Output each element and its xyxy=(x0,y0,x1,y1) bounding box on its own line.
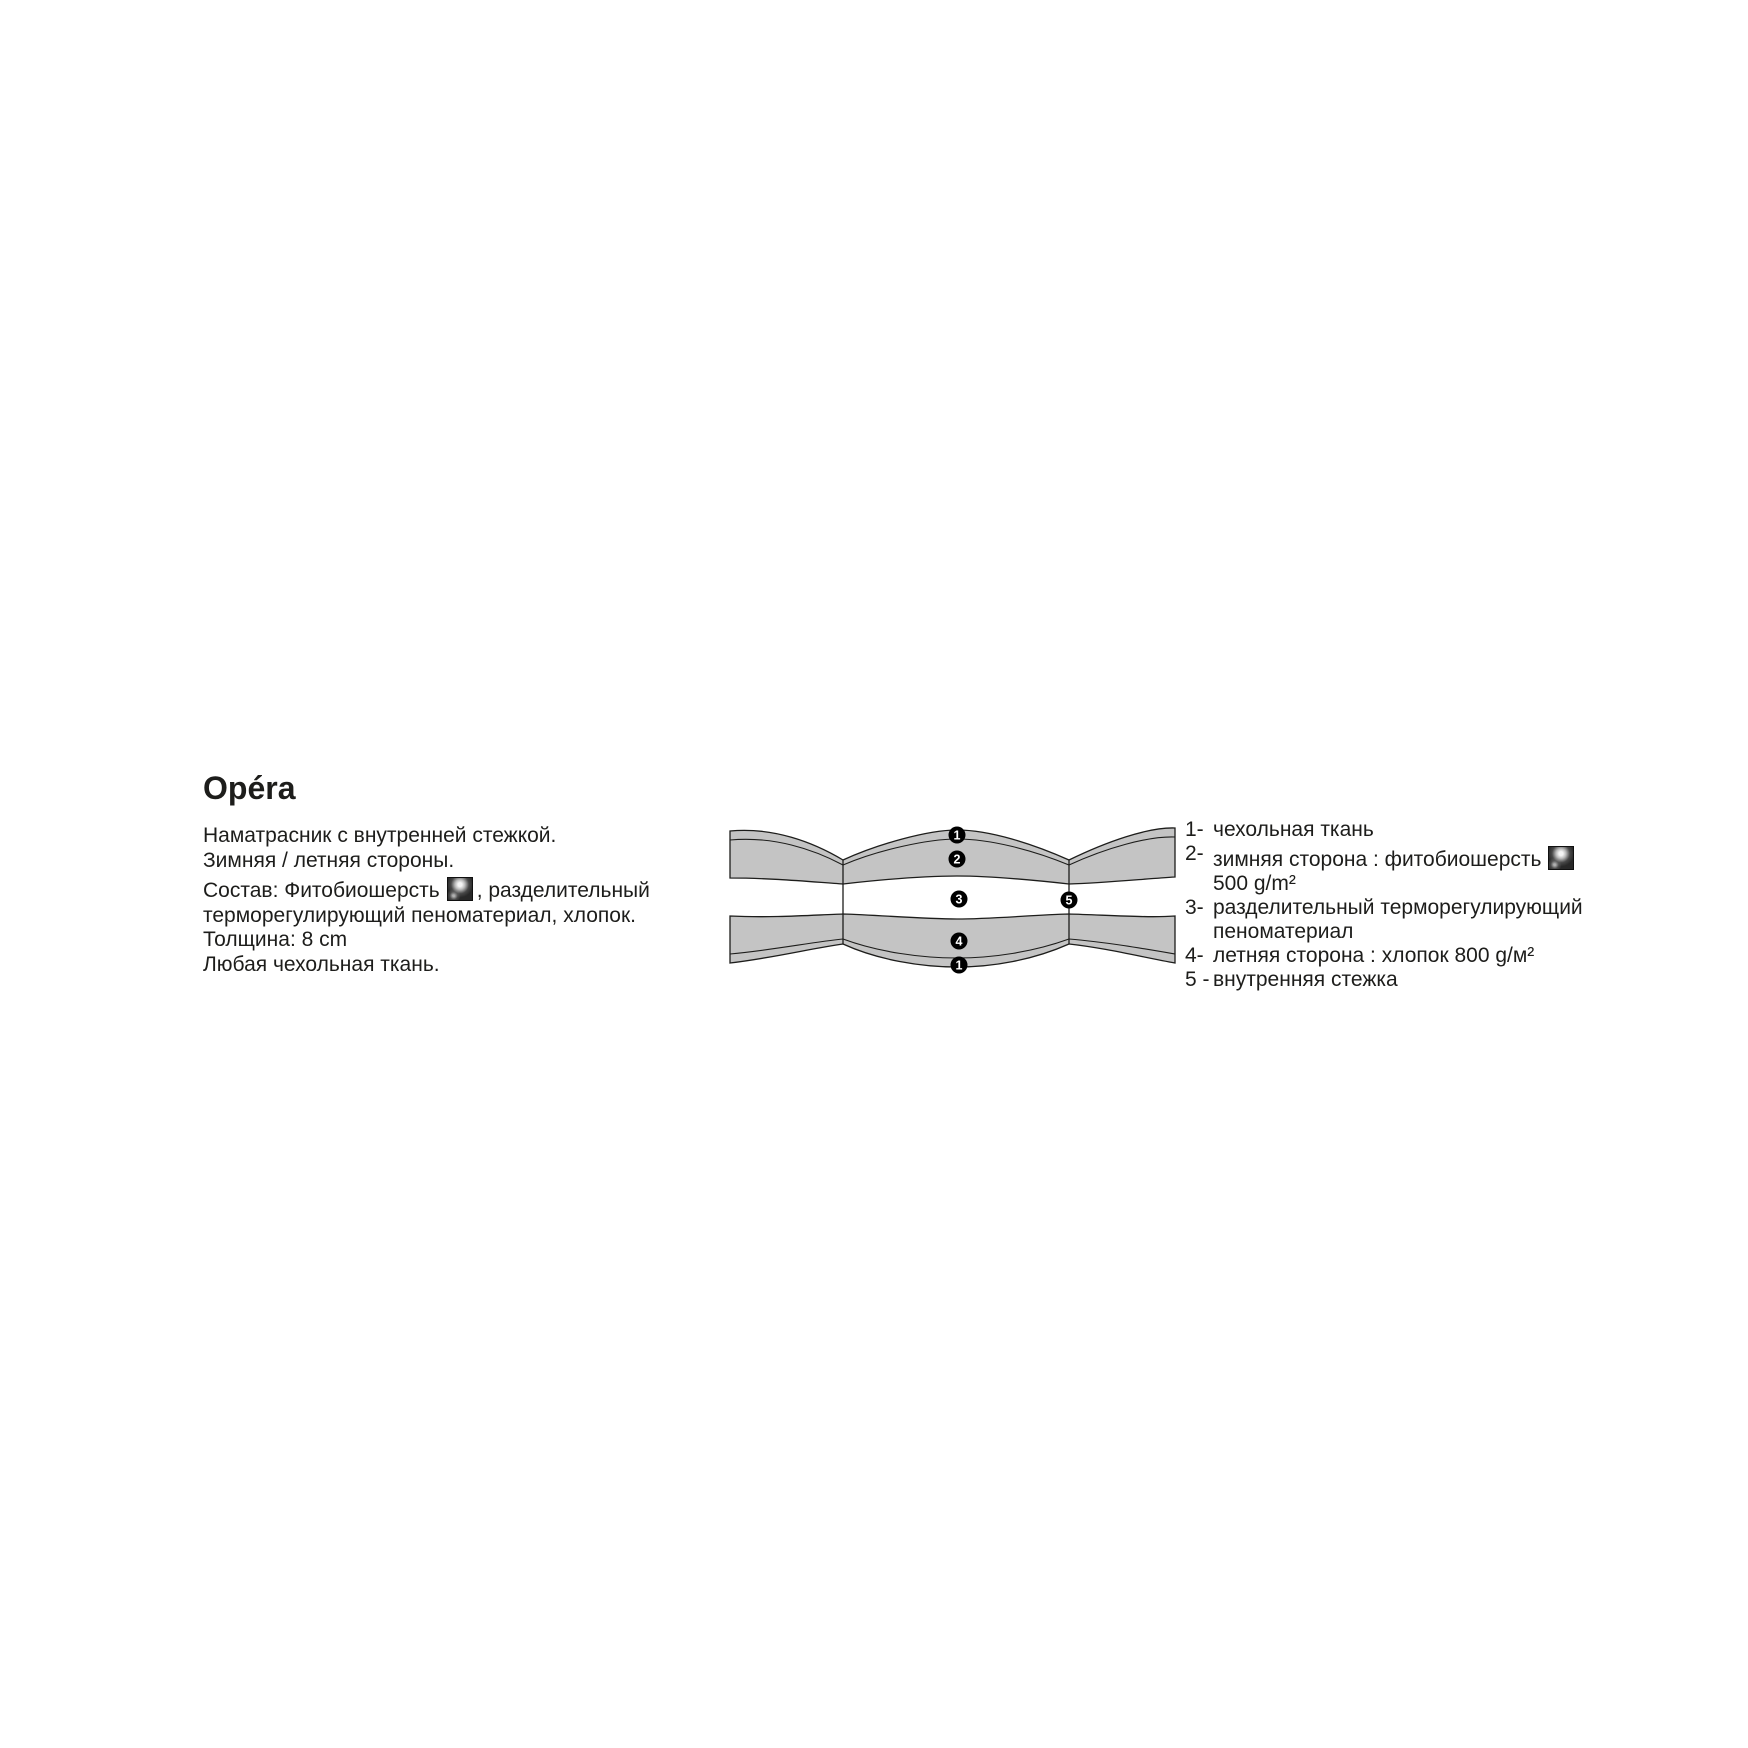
description-line: Толщина: 8 cm xyxy=(203,928,348,951)
legend-item-number: 2- xyxy=(1185,842,1204,865)
badge-top-cover xyxy=(949,827,966,844)
product-description xyxy=(203,824,673,977)
diagram-legend xyxy=(1185,818,1583,992)
description-line: Зимняя / летняя стороны. xyxy=(203,848,455,872)
legend-item-label-line2: пеноматериал xyxy=(1213,920,1354,943)
svg-text:4: 4 xyxy=(955,934,963,949)
legend-item-5 xyxy=(1185,968,1580,992)
legend-item-number: 4- xyxy=(1185,944,1204,967)
legend-item-number: 3- xyxy=(1185,896,1204,919)
badge-bottom-cover xyxy=(951,957,968,974)
legend-item-number: 1- xyxy=(1185,818,1204,841)
mattress-cross-section-diagram xyxy=(728,820,1180,978)
legend-item-number: 5 - xyxy=(1185,968,1210,991)
legend-item-1 xyxy=(1185,818,1580,842)
description-line: Наматрасник с внутренней стежкой. xyxy=(203,824,557,847)
legend-item-label: разделительный терморегулирующий xyxy=(1213,896,1583,919)
legend-item-label-line2: 500 g/m² xyxy=(1213,872,1296,895)
svg-text:5: 5 xyxy=(1065,893,1073,908)
badge-stitch xyxy=(1061,892,1078,909)
description-line-text: , разделительный xyxy=(476,879,650,902)
badge-winter-side xyxy=(949,851,966,868)
wool-swatch-image xyxy=(447,877,473,901)
description-line-text: Состав: Фитобиошерсть xyxy=(203,879,440,902)
legend-item-label: внутренняя стежка xyxy=(1213,968,1398,991)
badge-summer-side xyxy=(951,933,968,950)
legend-item-label: зимняя сторона : фитобиошерсть xyxy=(1213,848,1542,871)
legend-item-label: летняя сторона : хлопок 800 g/м² xyxy=(1213,944,1535,967)
product-title: Opéra xyxy=(203,770,296,806)
wool-swatch-image xyxy=(1548,846,1574,870)
svg-text:1: 1 xyxy=(953,828,961,843)
legend-item-2 xyxy=(1185,842,1580,896)
description-line: Любая чехольная ткань. xyxy=(203,952,440,976)
svg-text:3: 3 xyxy=(955,892,963,907)
svg-text:1: 1 xyxy=(955,958,963,973)
description-line xyxy=(203,873,673,904)
svg-text:2: 2 xyxy=(953,852,961,867)
legend-item-3 xyxy=(1185,896,1583,944)
description-line: терморегулирующий пеноматериал, хлопок. xyxy=(203,903,636,927)
legend-item-4 xyxy=(1185,944,1580,968)
badge-foam-core xyxy=(951,891,968,908)
legend-item-label: чехольная ткань xyxy=(1213,818,1374,841)
